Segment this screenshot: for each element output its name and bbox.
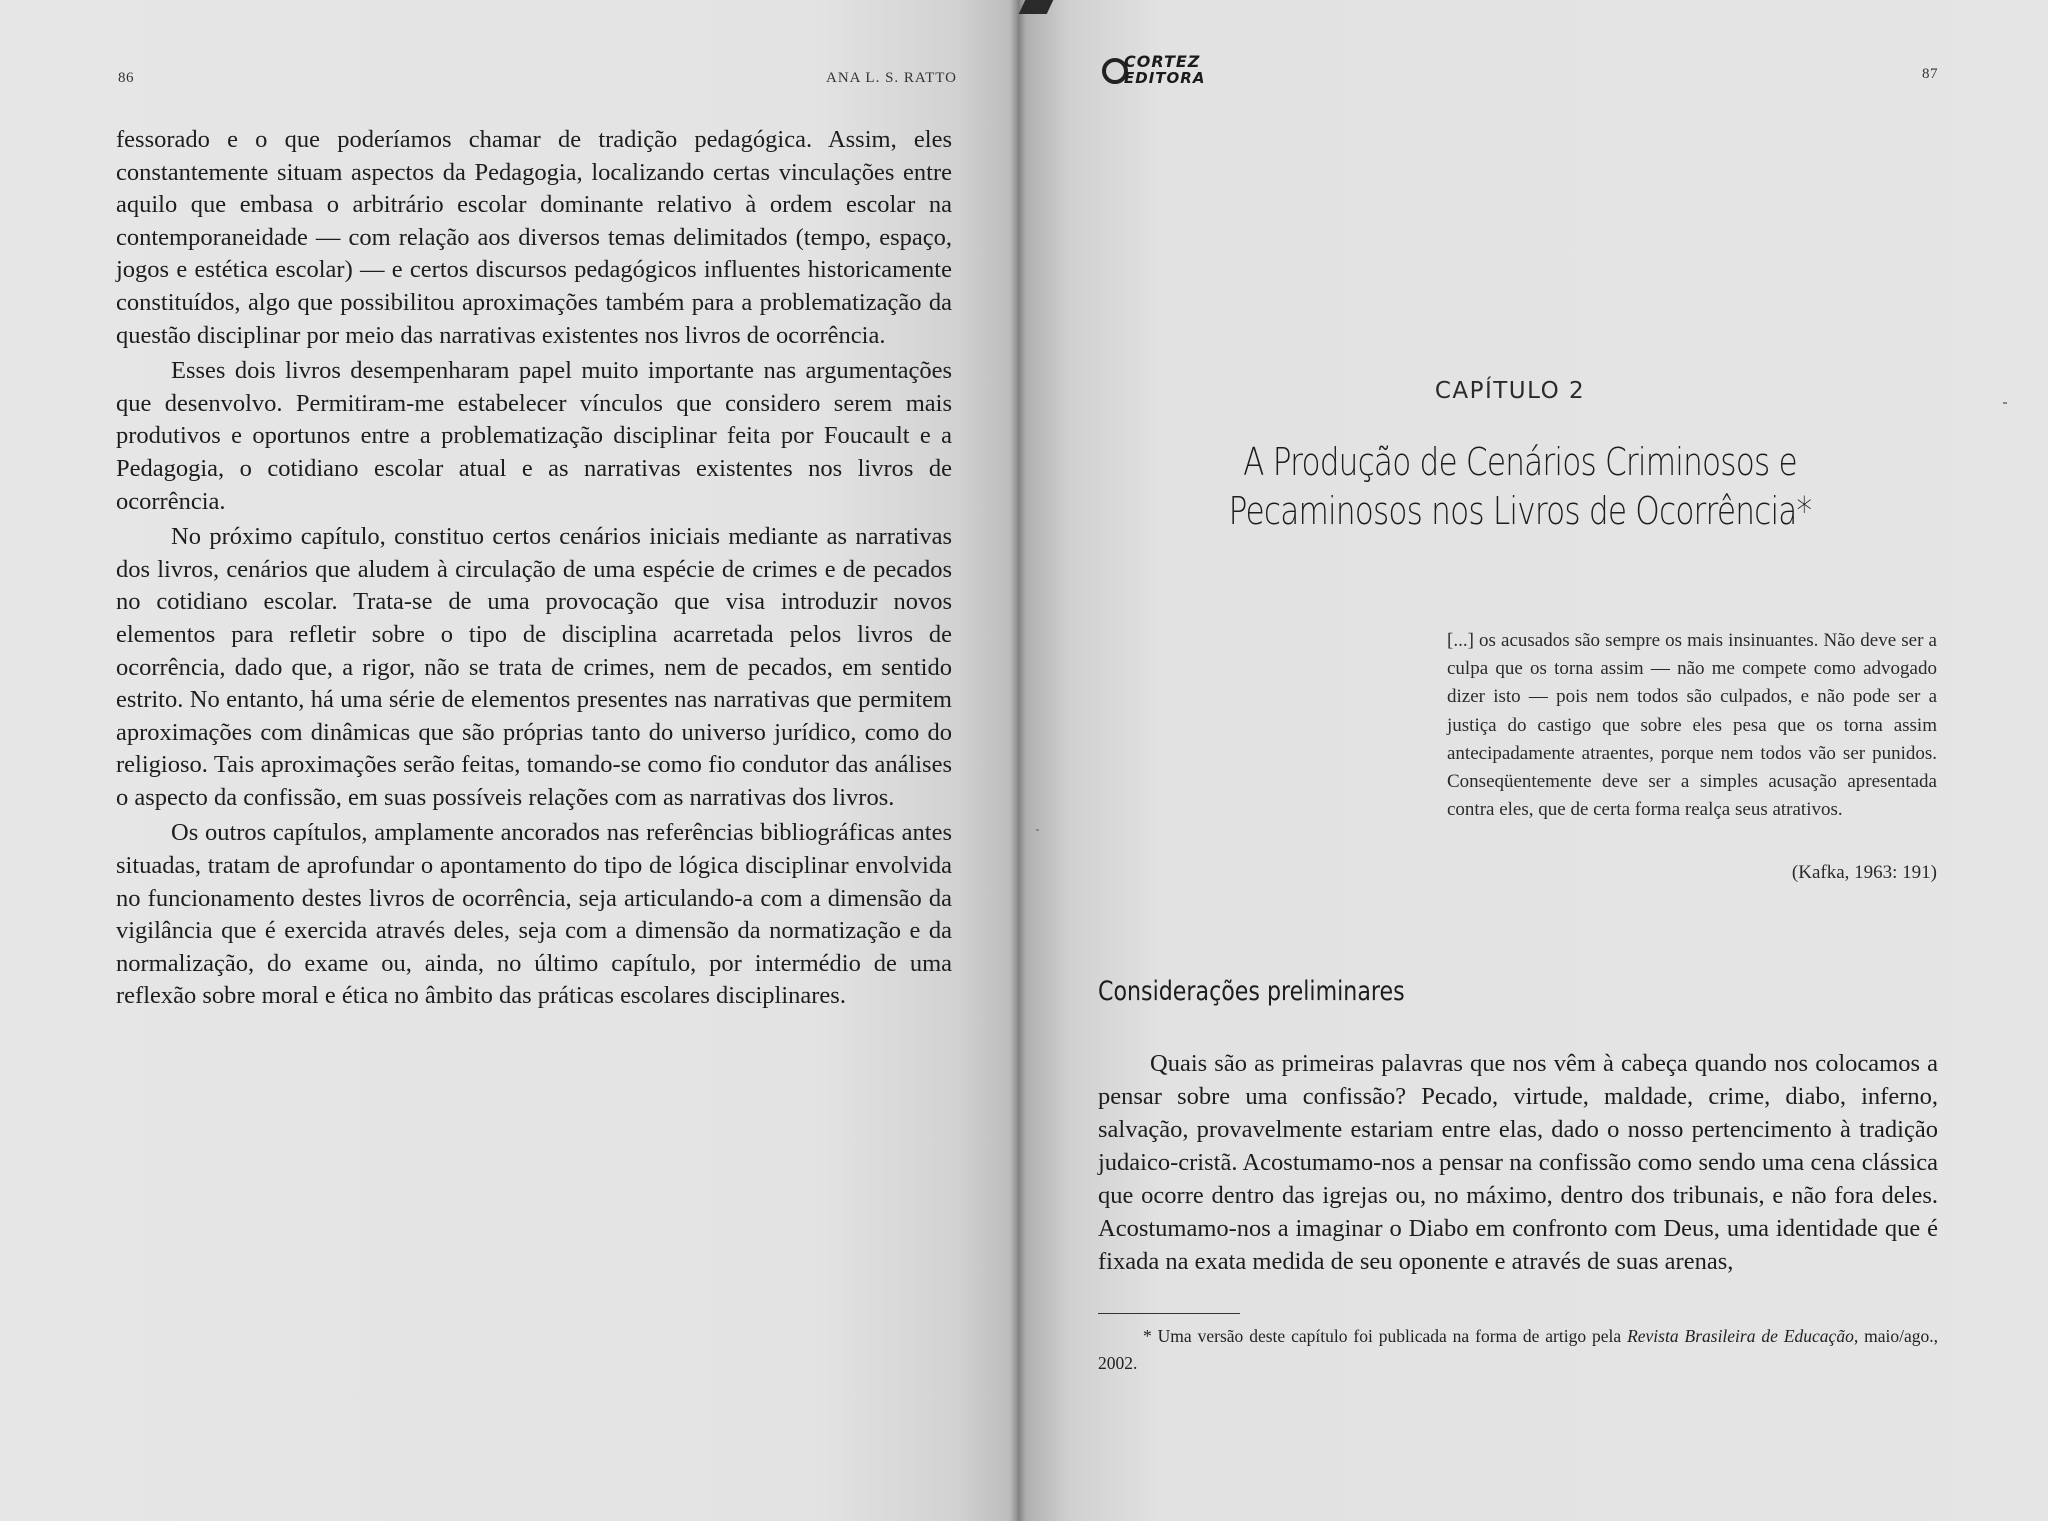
page-number-left: 86 [118,70,134,86]
paragraph: Esses dois livros desempenharam papel muito importante nas argumentações que desenvolvo. Permitiram-me estabelecer vínculos que considero serem mais produtivos e oportunos entre a problematização disciplinar feita por Foucault e a Pedagogia, o cotidiano escolar atual e as narrativas existentes nos livros de ocorrência. [116,357,952,515]
paragraph: No próximo capítulo, constituo certos cenários iniciais mediante as narrativas dos livros, cenários que aludem à circulação de uma espécie de crimes e de pecados no cotidiano escolar. Trata-se de uma provocação que visa introduzir novos elementos para refletir sobre o tipo de disciplina acarretada pelos livros de ocorrência, dado que, a rigor, não se trata de crimes, nem de pecados, em sentido estrito. No entanto, há uma série de elementos presentes nas narrativas que permitem aproximações com dinâmicas que são próprias tanto do universo jurídico, como do religioso. Tais aproximações serão feitas, tomando-se como fio condutor das análises o aspecto da confissão, em suas possíveis relações com as narrativas dos livros. [116,523,952,811]
paragraph: Os outros capítulos, amplamente ancorados nas referências bibliográficas antes situadas, tratam de aprofundar o apontamento do tipo de lógica disciplinar envolvida no funcionamento destes livros de ocorrência, seja articulando-a com a dimensão da vigilância que é exercida através deles, seja com a dimensão da normatização e da normalização, do exame ou, ainda, no último capítulo, por intermédio de uma reflexão sobre moral e ética no âmbito das práticas escolares disciplinares. [116,819,952,1010]
chapter-title-line2: Pecaminosos nos Livros de Ocorrência* [1228,489,1812,533]
left-body-text [116,124,952,1013]
section-heading: Considerações preliminares [1098,976,1405,1007]
epigraph: [...] os acusados são sempre os mais insinuantes. Não deve ser a culpa que os torna assim — não me compete como advogado dizer isto — pois nem todos são culpados, e não pode ser a justiça do castigo que sobre eles pesa que os torna assim antecipadamente atraentes, porque nem todos vão ser punidos. Conseqüentemente deve ser a simples acusação apresentada contra eles, que de certa forma realça seus atrativos. [1447,630,1937,821]
scan-speck [2003,402,2007,404]
epigraph-citation: (Kafka, 1963: 191) [1791,862,1937,883]
footnote-rule [1098,1313,1240,1314]
right-body-text [1098,1047,1938,1278]
footnote-journal: Revista Brasileira de Educação, [1627,1326,1859,1346]
running-head: ANA L. S. RATTO [826,70,957,86]
book-gutter [1010,0,1026,1521]
logo-line1: CORTEZ [1124,52,1201,71]
chapter-title-line1: A Produção de Cenários Criminosos e [1243,440,1797,484]
publisher-logo [1102,52,1242,92]
logo-line2: EDITORA [1124,69,1206,87]
paragraph: Quais são as primeiras palavras que nos vêm à cabeça quando nos colocamos a pensar sobre uma confissão? Pecado, virtude, maldade, crime, diabo, inferno, salvação, provavelmente estariam entre elas, dado o nosso pertencimento à tradição judaico-cristã. Acostumamo-nos a pensar na confissão como sendo uma cena clássica que ocorre dentro das igrejas ou, no máximo, dentro dos tribunais, e não fora deles. Acostumamo-nos a imaginar o Diabo em confronto com Deus, uma identidade que é fixada na exata medida de seu oponente e através de suas arenas, [1098,1050,1938,1275]
footnote [1098,1323,1938,1377]
footnote-date: maio/ago., 2002. [1098,1326,1938,1373]
footnote-text: * Uma versão deste capítulo foi publicada na forma de artigo pela [1143,1326,1628,1346]
scan-speck [1036,829,1039,831]
paragraph: fessorado e o que poderíamos chamar de tradição pedagógica. Assim, eles constantemente situam aspectos da Pedagogia, localizando certas vinculações entre aquilo que embasa o arbitrário escolar dominante relativo à ordem escolar na contemporaneidade — com relação aos diversos temas delimitados (tempo, espaço, jogos e estética escolar) — e certos discursos pedagógicos influentes historicamente constituídos, algo que possibilitou aproximações também para a problematização da questão disciplinar por meio das narrativas existentes nos livros de ocorrência. [116,126,952,349]
page-number-right: 87 [1922,66,1938,82]
chapter-label: CAPÍTULO 2 [1434,378,1586,404]
left-page [0,0,1018,1521]
chapter-title [1225,438,1815,536]
